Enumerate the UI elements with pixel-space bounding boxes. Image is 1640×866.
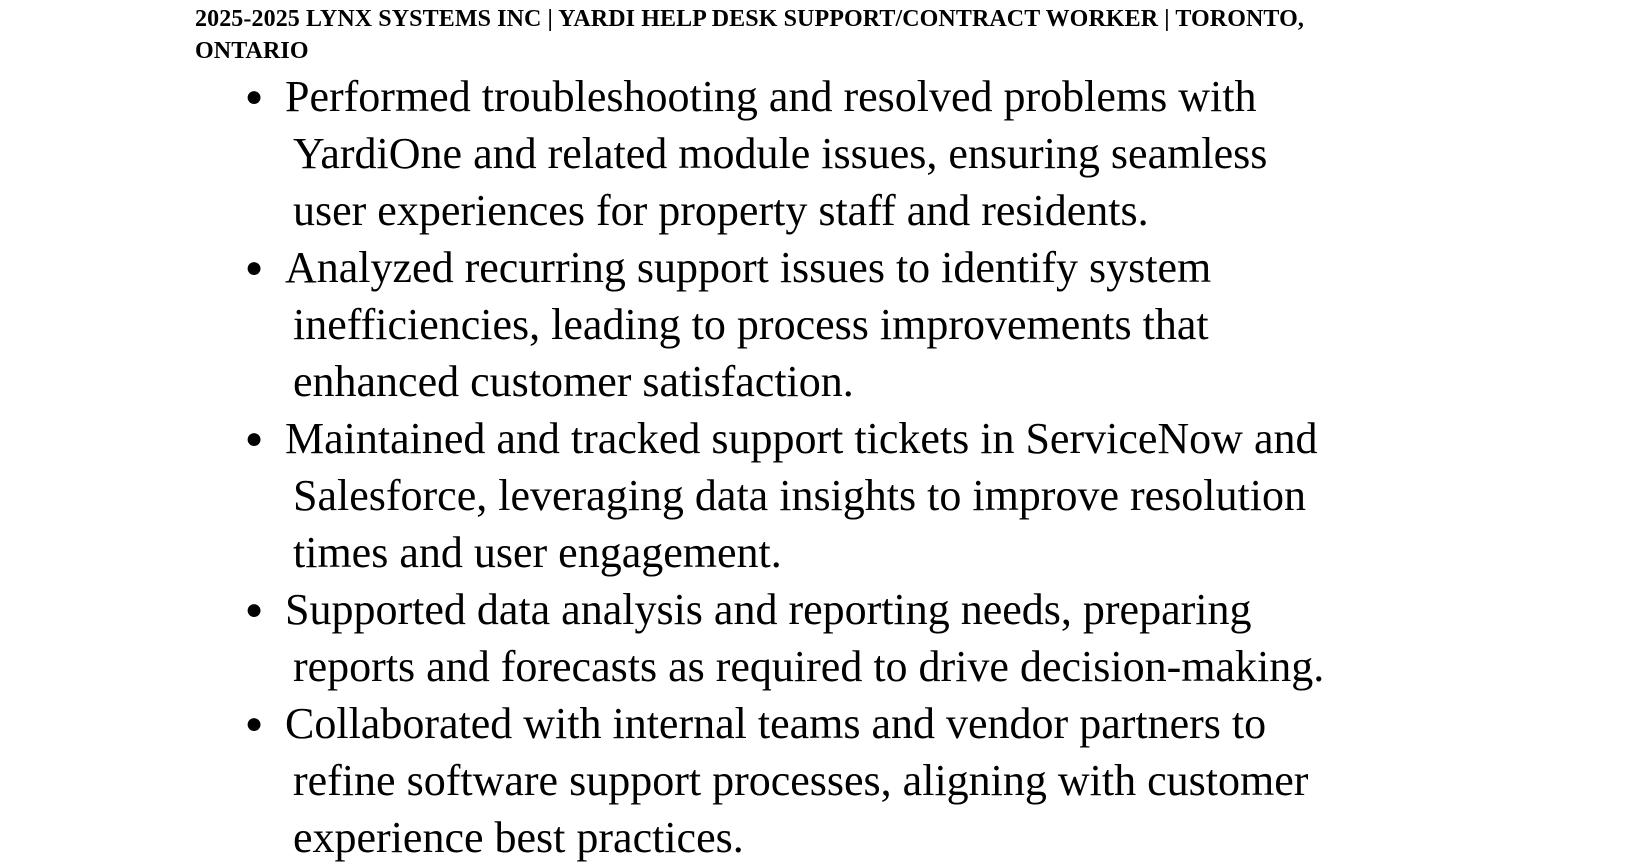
list-item-line: Salesforce, leveraging data insights to improve resolution bbox=[293, 471, 1306, 520]
list-item-line: enhanced customer satisfaction. bbox=[293, 357, 854, 406]
job-heading bbox=[195, 3, 1495, 67]
list-item-text bbox=[285, 68, 1525, 239]
bullet-icon: ● bbox=[245, 80, 264, 113]
list-item-line: reports and forecasts as required to drive decision-making. bbox=[293, 642, 1325, 691]
list-item-line: Performed troubleshooting and resolved problems with bbox=[285, 72, 1257, 121]
list-item-text bbox=[285, 410, 1525, 581]
list-item bbox=[245, 68, 1525, 239]
list-item-text bbox=[285, 581, 1525, 695]
list-item-line: user experiences for property staff and residents. bbox=[293, 186, 1149, 235]
list-item-line: YardiOne and related module issues, ensuring seamless bbox=[293, 129, 1268, 178]
list-item bbox=[245, 581, 1525, 695]
bullet-icon: ● bbox=[245, 251, 264, 284]
list-item-line: Analyzed recurring support issues to identify system bbox=[285, 243, 1212, 292]
bullet-icon: ● bbox=[245, 707, 264, 740]
job-heading-line-1: 2025-2025 LYNX SYSTEMS INC | YARDI HELP DESK SUPPORT/CONTRACT WORKER | TORONTO, bbox=[195, 6, 1304, 32]
list-item-text bbox=[285, 695, 1525, 866]
list-item-line: experience best practices. bbox=[293, 813, 744, 862]
bullet-icon: ● bbox=[245, 422, 264, 455]
list-item-line: Collaborated with internal teams and vendor partners to bbox=[285, 699, 1267, 748]
job-heading-line-2: ONTARIO bbox=[195, 38, 309, 64]
list-item-text bbox=[285, 239, 1525, 410]
list-item bbox=[245, 239, 1525, 410]
list-item bbox=[245, 410, 1525, 581]
list-item-line: Maintained and tracked support tickets in ServiceNow and bbox=[285, 414, 1318, 463]
list-item-line: Supported data analysis and reporting needs, preparing bbox=[285, 585, 1252, 634]
responsibilities-list bbox=[245, 68, 1525, 866]
bullet-icon: ● bbox=[245, 593, 264, 626]
list-item-line: times and user engagement. bbox=[293, 528, 782, 577]
list-item-line: inefficiencies, leading to process improvements that bbox=[293, 300, 1209, 349]
list-item-line: refine software support processes, aligning with customer bbox=[293, 756, 1309, 805]
list-item bbox=[245, 695, 1525, 866]
